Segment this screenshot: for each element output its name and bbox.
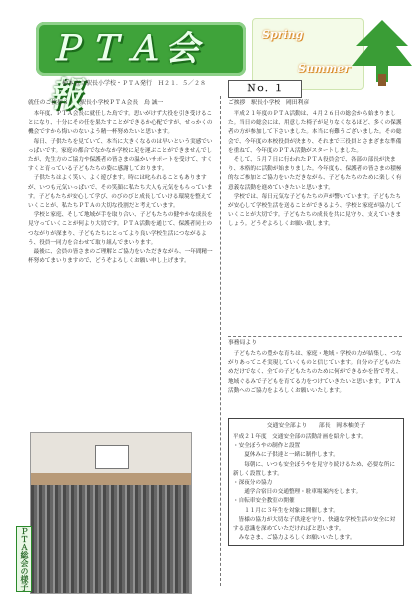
column-divider [220,96,221,586]
principal-greeting-title: ご挨拶 駅長小学校 岡田利彦 [228,100,310,106]
issue-number: Ｎｏ．１ [228,80,302,98]
paragraph: 毎日、子供たちを見ていて、本当に大きくなるのは早いという実感でいっぱいです。家庭の都合でなかなか学校に足を運ぶことができませんでしたが、先生方のご協力や保護者の皆さまの温かいサポートを受けて、すくすくと育っている子どもたちの姿に感謝しております。 [28,138,213,173]
president-greeting-title: 就任のご挨拶３ 駅長小学校ＰＴＡ会長 鳥 誠一 [28,100,164,106]
box-line: ・自転車安全教室の開催 [233,498,295,505]
principal-greeting [228,99,402,230]
paragraph: 学校では、毎日元気な子どもたちの声が響いています。子どもたちが安心して学校生活を送ることができるよう、学校と家庭が協力していくことが大切です。子どもたちの成長を共に見守り、支えていきましょう。どうぞよろしくお願い致します。 [228,193,402,228]
box-line: ・深夜分の協力 [233,480,273,487]
box-line: 通学合宿日の交通整理・駐車場案内をします。 [233,489,362,496]
box-line: 毎朝に、いつも安全ぼうやを見守り続けるため、必要な所に新しく設置します。 [233,461,395,477]
box-line: ・安全ぼうやの制作と設置 [233,443,301,450]
office-notice-title: 事務局より [228,340,257,346]
paragraph: 学校と家庭、そして地域が手を取り合い、子どもたちの健やかな成長を見守っていくことが何より大切です。ＰＴＡ活動を通じて、保護者同士のつながりが深まり、子どもたちにとってより良い学校生活につながるよう、役員一同力を合わせて取り組んでまいります。 [28,212,213,246]
tree-icon [350,18,414,88]
paragraph: そして、５月７日に行われたＰＴＡ役員会で、各部の部長が決まり、本格的に活動が始まりました。今年度も、保護者の皆さまの積極的なご参加とご協力をいただきながら、子どもたちのために楽しく有意義な活動を進めていきたいと思います。 [228,157,402,191]
box-line: 夏休みに子供達と一緒に制作します。 [233,452,339,459]
box-line: 皆様の協力が大切な子供達を守り、快適な学校生活の安全に対する意識を深めていただければと思います。 [233,516,396,533]
traffic-safety-box [228,418,404,546]
office-notice [228,339,402,396]
paragraph: 最後に、会員の皆さまのご理解とご協力をいただきながら、一年間精一杯努めてまいりますので、どうぞよろしくお願い申し上げます。 [28,249,213,265]
photo-caption: ＰＴＡ総会の様子 [16,526,32,592]
box-line: みなさま、ご協力よろしくお願いいたします。 [233,535,356,542]
general-meeting-photo [30,432,192,594]
paragraph: 本年度、ＰＴＡ会長に就任した鳥です。思いがけず大役を引き受けることになり、十分にその任を果たすことができるか心配ですが、せっかくの機会ですから悔いのないよう精一杯努めたいと思います。 [28,111,213,136]
season-spring-label: Spring [262,28,304,41]
paragraph: 平成２１年度のＰＴＡ活動は、４月２６日の総会から始まりました。当日の総会には、用意した椅子が足りなくなるほど、多くの保護者の方が参加して下さいました。本当に有難うございました。その総会で、今年度の本校役員が決まり、それまで三役員とさまざまな準備を重ねて、今年度のＰＴＡ活動がスタートしました。 [228,111,402,154]
traffic-safety-title: 交通安全部より 部長 岡本柚美子 [266,423,366,429]
season-summer-label: Summer [298,62,351,75]
section-divider [228,336,402,337]
paragraph: 子供たちはよく笑い、よく遊びます。時には叱られることもありますが、いつも元気いっぱいで、その笑顔に私たち大人も元気をもらっています。子どもたちが安心して学び、のびのびと成長していける環境を整えていくことが、私たちＰＴＡの大切な役割だと考えています。 [28,175,213,210]
newsletter-title: ＰＴＡ会報 [48,29,204,115]
president-greeting [28,99,213,266]
box-line: １１月に３年生を対象に開催します。 [233,507,339,514]
box-line: 平成２１年度 交通安全部の活動計画を紹介します。 [233,434,367,440]
publisher-line: 桶本市立駅長小学校・ＰＴＡ発行 Ｈ２１．５／２８ [62,80,207,87]
paragraph: 子どもたちの豊かな育ちは、家庭・地域・学校の力が結集し、つながりあってこそ実現していくものと信じています。自分の子どものためだけでなく、全ての子どもたちのために何ができるかを皆で考え、地域ぐるみで子どもを育てる力をつけていきたいと思います。ＰＴＡ活動へのご協力をよろしくお願いいたします。 [228,351,402,394]
